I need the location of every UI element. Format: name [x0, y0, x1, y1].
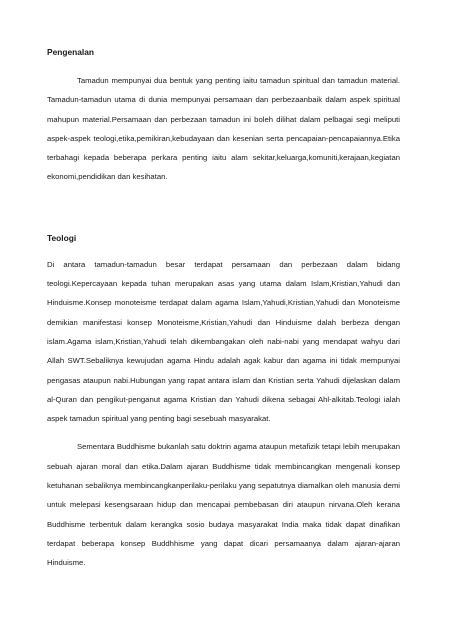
- paragraph-teologi-1: Di antara tamadun-tamadun besar terdapat persamaan dan perbezaan dalam bidang teologi.Kepercayaan kepada tuhan merupakan asas yang utama dalam Islam,Kristian,Yahudi dan Hinduisme.Konsep monoteisme terdapat dalam agama Islam,Yahudi,Kristian,Yahudi dan Monoteisme demikian manifestasi konsep Monoteisme,Kristian,Yahudi dan Hinduisme dalah berbeza dengan islam.Agama islam,Kristian,Yahudi telah dikembangakan oleh nabi-nabi yang mendapat wahyu dari Allah SWT.Sebaliknya kewujudan agama Hindu adalah agak kabur dan agama ini tidak mempunyai pengasas ataupun nabi.Hubungan yang rapat antara islam dan Kristian serta Yahudi dijelaskan dalam al-Quran dan pengikut-penganut agama Kristian dan Yahudi dikena sebagai Ahl-alkitab.Teologi ialah aspek tamadun spiritual yang penting bagi sesebuah masyarakat.: [47, 259, 400, 424]
- paragraph-pengenalan-1: Tamadun mempunyai dua bentuk yang penting iaitu tamadun spiritual dan tamadun material. Tamadun-tamadun utama di dunia mempunyai persamaan dan perbezaanbaik dalam aspek spiritual mahupun material.Persamaan dan perbezaan tamadun ini boleh dilihat dalam pelbagai segi meliputi aspek-aspek teologi,etika,pemikiran,kebudayaan dan kesenian serta pencapaian-pencapaiannya.Etika terbahagi kepada beberapa perkara penting iaitu alam sekitar,keluarga,komuniti,kerajaan,kegiatan ekonomi,pendidikan dan kesihatan.: [47, 76, 400, 182]
- section-heading-pengenalan: Pengenalan: [47, 47, 95, 57]
- section-heading-teologi: Teologi: [47, 232, 77, 243]
- document-body: [47, 46, 400, 573]
- paragraph-teologi-2: Sementara Buddhisme bukanlah satu doktrin agama ataupun metafizik tetapi lebih merupakan sebuah ajaran moral dan etika.Dalam ajaran Buddhisme tidak membincangkan mengenali konsep ketuhanan sebaliknya membincangkanperilaku-perilaku yang sepatutnya diamalkan oleh manusia demi untuk melepasi kesengsaraan hidup dan mencapai pembebasan diri ataupun nirvana.Oleh kerana Buddhisme terbentuk dalam kerangka sosio budaya masyarakat India maka tidak dapat dinafikan terdapat beberapa konsep Buddhhisme yang dapat dicari persamaanya dalam ajaran-ajaran Hinduisme.: [47, 442, 400, 568]
